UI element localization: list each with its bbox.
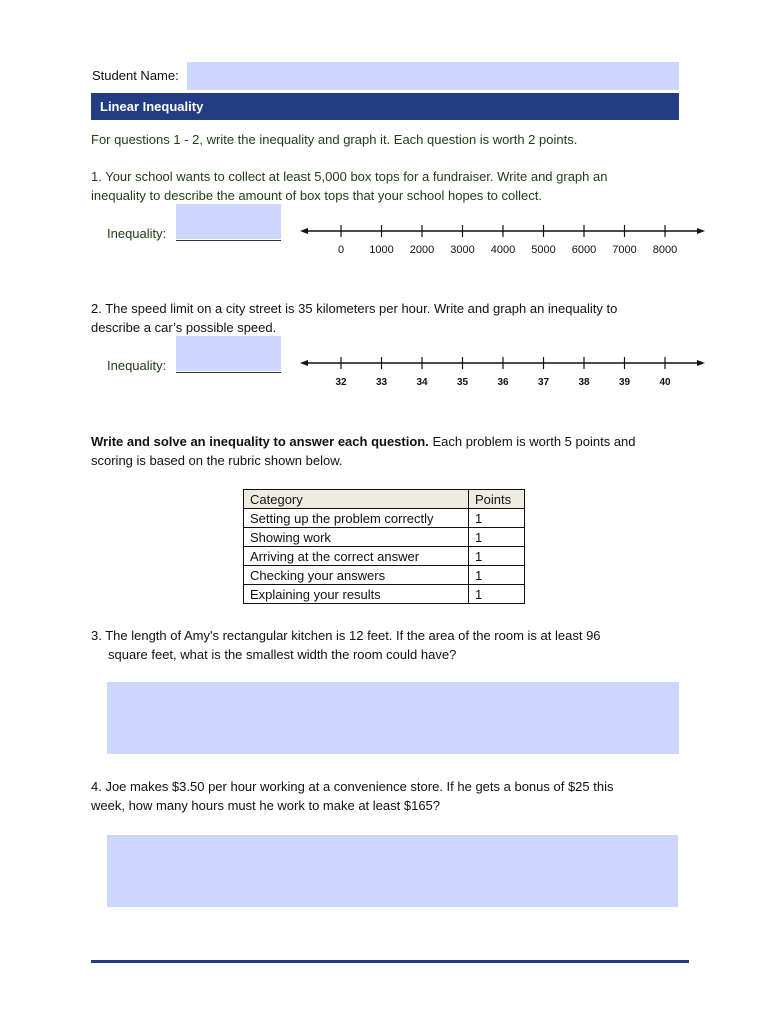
question-1-line-1: 1. Your school wants to collect at least 5,000 box tops for a fundraiser. Write and graph an — [91, 169, 608, 184]
table-row — [244, 585, 525, 604]
table-row — [244, 566, 525, 585]
rubric-points: 1 — [469, 566, 525, 585]
question-1-text — [91, 167, 691, 205]
rubric-table — [243, 489, 525, 604]
rubric-points: 1 — [469, 547, 525, 566]
instructions-solve — [91, 432, 691, 470]
question-3-answer-field[interactable] — [107, 682, 679, 754]
question-4-line-2: week, how many hours must he work to make at least $165? — [91, 798, 441, 813]
question-4-answer-field[interactable] — [107, 835, 678, 907]
number-line-tick-label: 8000 — [652, 244, 678, 256]
rubric-category: Arriving at the correct answer — [244, 547, 469, 566]
instructions-solve-rest: Each problem is worth 5 points and — [428, 434, 636, 449]
rubric-category: Explaining your results — [244, 585, 469, 604]
question-4-line-1: 4. Joe makes $3.50 per hour working at a convenience store. If he gets a bonus of $25 this — [91, 779, 614, 794]
number-line-tick-label: 32 — [335, 377, 347, 388]
rubric-points: 1 — [469, 509, 525, 528]
number-line-tick-label: 0 — [337, 244, 345, 256]
rubric-points: 1 — [469, 585, 525, 604]
question-2-text — [91, 299, 691, 337]
number-line-tick-label: 3000 — [450, 244, 475, 256]
number-line-tick-label: 1000 — [369, 244, 394, 256]
question-1-line-2: inequality to describe the amount of box tops that your school hopes to collect. — [91, 188, 542, 203]
right-arrow-icon — [697, 228, 705, 234]
rubric-header-category: Category — [244, 490, 469, 509]
instructions-solve-bold: Write and solve an inequality to answer each question. — [91, 434, 429, 449]
number-line-tick-label: 7000 — [612, 244, 637, 256]
left-arrow-icon — [300, 360, 308, 366]
question-1-inequality-label: Inequality: — [107, 226, 167, 241]
instructions-solve-line-2: scoring is based on the rubric shown below. — [91, 453, 343, 468]
question-2-inequality-label: Inequality: — [107, 358, 167, 373]
number-line-tick-label: 37 — [537, 377, 550, 388]
number-line-tick-label: 38 — [578, 377, 590, 388]
question-1-inequality-field[interactable] — [176, 204, 281, 239]
question-1-inequality-underline — [176, 240, 281, 241]
instructions-graph: For questions 1 - 2, write the inequality and graph it. Each question is worth 2 points. — [91, 132, 578, 147]
question-2-line-2: describe a car’s possible speed. — [91, 320, 277, 335]
number-line-2 — [300, 352, 710, 394]
student-name-field[interactable] — [187, 62, 679, 90]
rubric-category: Showing work — [244, 528, 469, 547]
number-line-tick-label: 33 — [375, 377, 388, 388]
table-row — [244, 547, 525, 566]
right-arrow-icon — [697, 360, 705, 366]
rubric-header-row — [244, 490, 525, 509]
number-line-tick-label: 4000 — [490, 244, 516, 256]
table-row — [244, 509, 525, 528]
number-line-tick-label: 5000 — [531, 244, 556, 256]
rubric-category: Setting up the problem correctly — [244, 509, 469, 528]
question-4-text — [91, 777, 691, 815]
question-2-line-1: 2. The speed limit on a city street is 35 kilometers per hour. Write and graph an inequality to — [91, 301, 618, 316]
left-arrow-icon — [300, 228, 308, 234]
question-3-line-2: square feet, what is the smallest width the room could have? — [108, 647, 457, 662]
question-3-line-1: 3. The length of Amy's rectangular kitchen is 12 feet. If the area of the room is at least 96 — [91, 628, 601, 643]
question-3-text — [91, 626, 691, 664]
question-2-inequality-underline — [176, 372, 281, 373]
number-line-1 — [300, 220, 710, 262]
number-line-tick-label: 40 — [659, 377, 671, 388]
question-2-inequality-field[interactable] — [176, 336, 281, 371]
number-line-tick-label: 36 — [497, 377, 509, 388]
number-line-tick-label: 35 — [456, 377, 469, 388]
rubric-category: Checking your answers — [244, 566, 469, 585]
instructions-solve-line-1 — [91, 432, 691, 451]
table-row — [244, 528, 525, 547]
rubric-header-points: Points — [469, 490, 525, 509]
number-line-tick-label: 2000 — [409, 244, 435, 256]
number-line-tick-label: 6000 — [571, 244, 597, 256]
section-title: Linear Inequality — [100, 99, 204, 114]
footer-divider — [91, 960, 689, 963]
rubric-points: 1 — [469, 528, 525, 547]
number-line-tick-label: 39 — [618, 377, 631, 388]
student-name-label: Student Name: — [92, 68, 179, 83]
section-title-bar — [91, 93, 679, 120]
number-line-tick-label: 34 — [416, 377, 428, 388]
